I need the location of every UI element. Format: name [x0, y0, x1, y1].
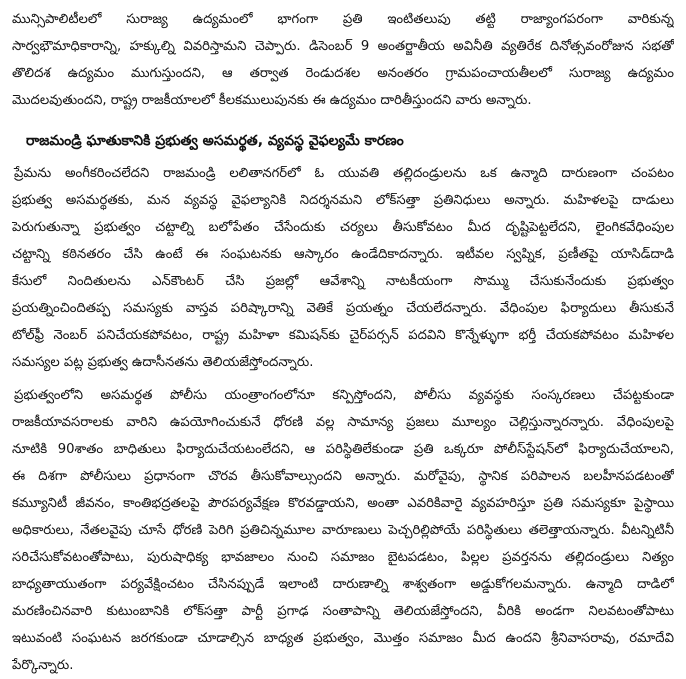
- section-heading: రాజమండ్రి ఘాతుకానికి ప్రభుత్వ అసమర్థత, వ్యవస్థ వైఫల్యమే కారణం: [26, 133, 404, 149]
- text-line: ప్రభుత్వ అసమర్థతకు, మన వ్యవస్థ వైఫల్యానికి నిదర్శనమని లోక్‌సత్తా ప్రతినిధులు అన్నారు. మహిళలపై దాడులు: [12, 193, 674, 208]
- text-line: ఈ దిశగా పోలీసులు ప్రధానంగా చొరవ తీసుకోవాల్సుందని అన్నారు. మరోవైపు, స్థానిక పరిపాలన బలహీనపడటంతో: [12, 469, 674, 484]
- document-page: [12, 6, 674, 679]
- text-line: సమస్యల పట్ల ప్రభుత్వ ఉదాసీనతను తెలియజేస్తోందన్నారు.: [12, 355, 314, 370]
- text-line: కేసులో నిందితులను ఎన్‌కౌంటర్ చేసి ప్రజల్లో ఆవేశాన్ని నాటకీయంగా సొమ్ము చేసుకునేందుకు ప్రభుత్వం: [12, 274, 674, 289]
- paragraph-2: [12, 382, 674, 679]
- text-line: మున్సిపాలిటీలలో సురాజ్య ఉద్యమంలో భాగంగా ప్రతి ఇంటితలుపు తట్టి రాజ్యాంగపరంగా వారికున్న: [12, 12, 674, 27]
- text-line: బాధ్యతాయుతంగా పర్యవేక్షించటం చేసినప్పుడే ఇలాంటి దారుణాల్ని శాశ్వతంగా అడ్డుకోగలమన్నారు. ఉన్మాది దాడిలో: [12, 577, 674, 592]
- text-line: మరణించినవారి కుటుంబానికి లోక్‌సత్తా పార్టీ ప్రగాఢ సంతాపాన్ని తెలియజేస్తోందని, వీరికి అండగా నిలవటంతోపాటు: [12, 604, 674, 619]
- text-line: సరిచేసుకోవటంతోపాటు, పురుషాధిక్య భావజాలం నుంచి సమాజం బైటపడటం, పిల్లల ప్రవర్తనను తల్లిదండ్రులు నిత్యం: [12, 550, 674, 565]
- text-line: టోల్‌ఫ్రీ నెంబర్ పనిచేయకపోవటం, రాష్ట్ర మహిళా కమిషన్‌కు చైర్‌పర్సన్ పదవిని కొన్నేళ్ళుగా భర్తీ చేయకపోవటం మహిళల: [12, 328, 674, 343]
- text-line: ప్రయత్నించిందితప్ప సమస్యకు వాస్తవ పరిష్కారాన్ని వెతికే ప్రయత్నం చేయలేదన్నారు. వేధింపుల ఫిర్యాదులు తీసుకునే: [12, 301, 674, 316]
- text-line: మొదలవుతుందని, రాష్ట్ర రాజకీయాలలో కీలకములుపునకు ఈ ఉద్యమం దారితీస్తుందని వారు అన్నారు.: [12, 93, 532, 108]
- text-line: రాజకీయావసరాలకు వారిని ఉపయోగించుకునే ధోరణి వల్ల సామాన్య ప్రజలు మూల్యం చెల్లిస్తున్నారన్నారు. వేధింపులపై: [12, 415, 674, 430]
- paragraph-1: [12, 160, 674, 376]
- text-line: ప్రేమను అంగీకరించలేదని రాజమండ్రి లలితానగర్‌లో ఓ యువతి తల్లిదండ్రులను ఒక ఉన్మాది దారుణంగా చంపటం: [14, 166, 674, 181]
- text-line: నూటికి 90శాతం బాధితులు ఫిర్యాదుచేయటంలేదని, ఆ పరిస్థితిలేకుండా ప్రతి ఒక్కరూ పోలీస్‌స్టేషన్‌లో ఫిర్యాదుచేయాలని,: [12, 442, 674, 457]
- text-line: పెరుగుతున్నా ప్రభుత్వం చట్టాల్ని బలోపేతం చేసేందుకు చర్యలు తీసుకోవటం మీద దృష్టిపెట్టలేదని, లైంగికవేధింపుల: [12, 220, 674, 235]
- intro-paragraph: [12, 6, 674, 114]
- text-line: కమ్యూనిటీ జీవనం, కాంతిభద్రతలపై పౌరపర్యవేక్షణ కొరవడ్డాయని, అంతా ఎవరికివారై వ్యవహరిస్తూ ప్రతి సమస్యకూ పైస్థాయి: [12, 496, 674, 511]
- text-line: సార్వభౌమాధికారాన్ని, హక్కుల్ని వివరిస్తామని చెప్పారు. డిసెంబర్ 9 అంతర్జాతీయ అవినీతి వ్యతిరేక దినోత్సవంరోజున సభతో: [12, 39, 674, 54]
- text-line: చట్టాన్ని కఠినతరం చేసి ఉంటే ఈ సంఘటనకు ఆస్కారం ఉండేదికాదన్నారు. ఇటీవల స్వప్నిక, ప్రణీతపై యాసిడ్‌దాడి: [12, 247, 674, 262]
- text-line: ఇటువంటి సంఘటన జరగకుండా చూడాల్సిన బాధ్యత ప్రభుత్వం, మొత్తం సమాజం మీద ఉందని శ్రీనివాసరావు, రమాదేవి: [12, 631, 674, 646]
- text-line: ప్రభుత్వంలోని అసమర్థత పోలీసు యంత్రాంగంలోనూ కన్పిస్తోందని, పోలీసు వ్యవస్థకు సంస్కరణలు చేపట్టకుండా: [14, 388, 674, 403]
- text-line: పేర్కొన్నారు.: [12, 658, 74, 673]
- text-line: అధికారులు, నేతలవైపు చూసే ధోరణి పెరిగి ప్రతిచిన్నమూల వారూణులు పెచ్చరిల్లిపోయే పరిస్థితులు తలెత్తాయన్నారు. వీటన్నిటినీ: [12, 523, 674, 538]
- text-line: తొలిదశ ఉద్యమం ముగుస్తుందని, ఆ తర్వాత రెండుదశల అనంతరం గ్రామపంచాయతీలలో సురాజ్య ఉద్యమం: [12, 66, 674, 81]
